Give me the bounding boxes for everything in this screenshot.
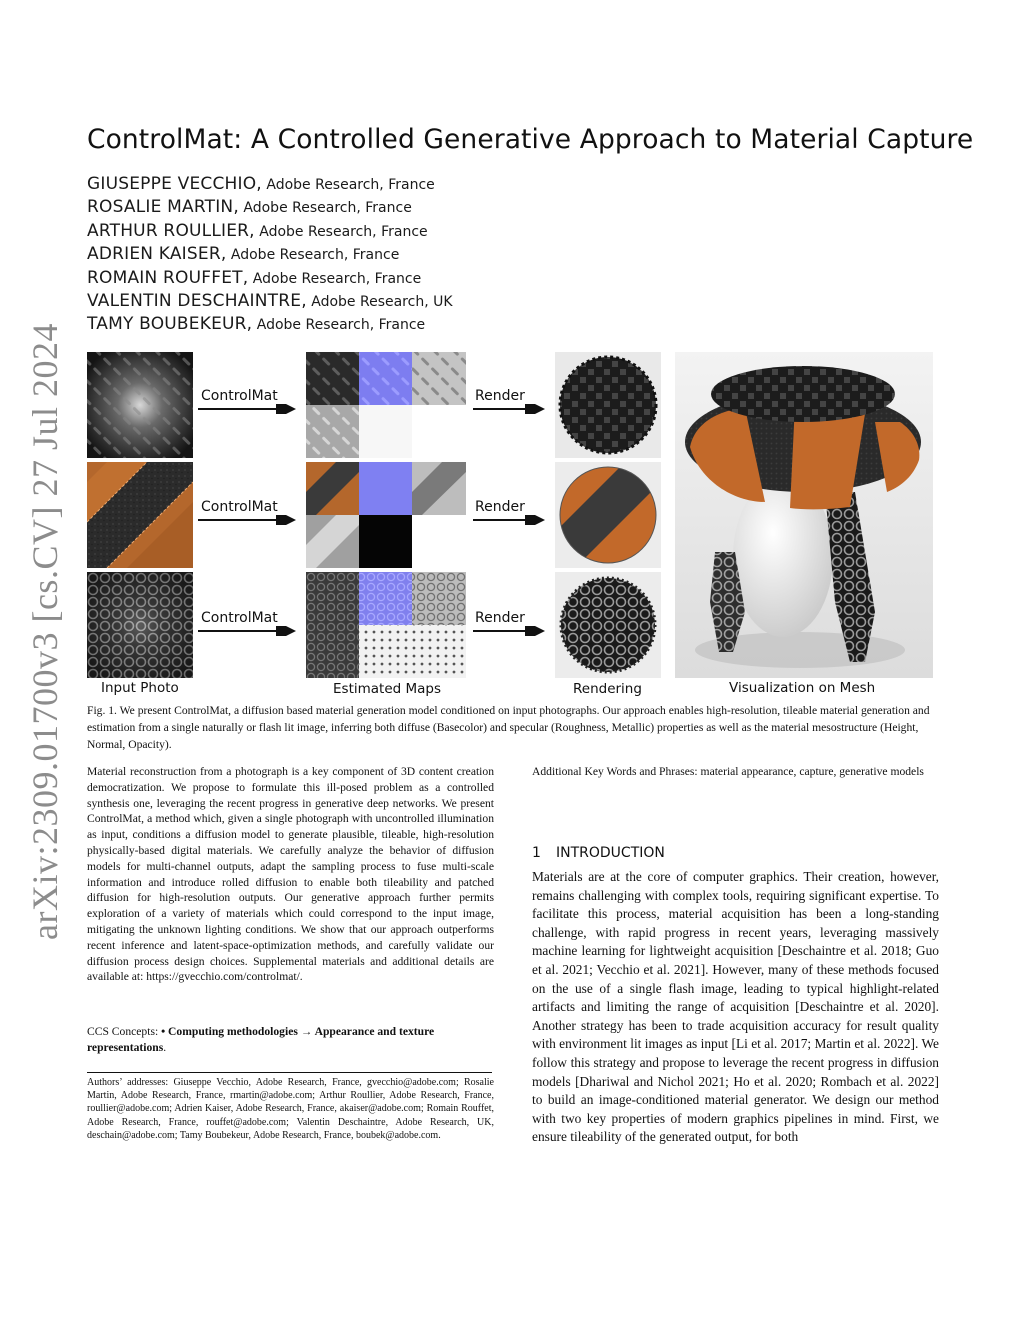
- author-entry: [87, 291, 453, 314]
- author-affiliation: Adobe Research, UK: [306, 293, 453, 310]
- author-name: ADRIEN KAISER,: [87, 244, 227, 265]
- arxiv-identifier: arXiv:2309.01700v3 [cs.CV] 27 Jul 2024: [25, 323, 65, 940]
- estimated-maps-leather: [306, 462, 466, 568]
- author-name: GIUSEPPE VECCHIO,: [87, 174, 262, 194]
- input-photo-chainmail: [87, 572, 193, 678]
- controlmat-label: ControlMat: [201, 499, 278, 515]
- keywords: Additional Key Words and Phrases: material appearance, capture, generative models: [532, 765, 924, 778]
- estimated-maps-chainmail: [306, 572, 466, 678]
- author-affiliation: Adobe Research, France: [261, 177, 435, 193]
- arrow-icon: [196, 626, 302, 636]
- arrow-icon: [471, 626, 549, 636]
- author-affiliation: Adobe Research, France: [252, 317, 426, 334]
- rendering-sphere-weave: [555, 352, 661, 458]
- section-title: INTRODUCTION: [556, 845, 665, 861]
- estimated-maps-diamond-plate: [306, 352, 466, 458]
- abstract: Material reconstruction from a photograph is a key component of 3D content creation democratization. We propose to formulate this ill-posed problem as a controlled synthesis one, leveraging the recent progress in generative deep networks. We present ControlMat, a method which, given a single photograph with uncontrolled illumination as input, conditions a diffusion model to generate plausible, tileable, high-resolution physically-based digital materials. We carefully analyze the behavior of diffusion models for multi-channel outputs, adapt the sampling process to fuse multi-scale information and introduce rolled diffusion to enable both tileability and patched diffusion for high-resolution outputs. Our generative approach further permits exploration of a variety of materials which could correspond to the input image, mitigating the unknown lighting conditions. We show that our approach outperforms recent inference and latent-space-optimization methods, and carefully validate our diffusion process design choices. Supplemental materials and additional details are available at: https://gvecchio.com/controlmat/.: [87, 765, 494, 984]
- caption-visualization-on-mesh: Visualization on Mesh: [729, 680, 876, 696]
- mesh-visualization: [675, 352, 933, 678]
- caption-input-photo: Input Photo: [101, 680, 179, 696]
- author-affiliation: Adobe Research, France: [248, 270, 422, 287]
- author-entry: [87, 221, 453, 244]
- arrow-icon: [471, 515, 549, 525]
- figure-caption: Fig. 1. We present ControlMat, a diffusion based material generation model conditioned on input photographs. Our approach enables high-resolution, tileable material generation and estimation from a single naturally or flash lit image, inferring both diffuse (Basecolor) and specular (Roughness, Metallic) properties as well as the material mesostructure (Height, Normal, Opacity).: [87, 704, 930, 751]
- authors-addresses: Authors’ addresses: Giuseppe Vecchio, Adobe Research, France, gvecchio@adobe.com; Rosalie Martin, Adobe Research, France, rmartin@adobe.com; Arthur Roullier, Adobe Research, France, roullier@adobe.com; Adrien Kaiser, Adobe Research, France, akaiser@adobe.com; Romain Rouffet, Adobe Research, France, rouffet@adobe.com; Valentin Deschaintre, Adobe Research, UK, deschain@adobe.com; Tamy Boubekeur, Adobe Research, France, boubek@adobe.com.: [87, 1077, 494, 1141]
- author-entry: [87, 314, 453, 337]
- rendering-sphere-chainmail: [555, 572, 661, 678]
- controlmat-label: ControlMat: [201, 610, 278, 626]
- arrow-icon: [471, 404, 549, 414]
- caption-rendering: Rendering: [573, 681, 642, 697]
- author-affiliation: Adobe Research, France: [254, 223, 428, 240]
- controlmat-label: ControlMat: [201, 388, 278, 404]
- rendering-sphere-leather: [555, 462, 661, 568]
- author-entry: [87, 174, 453, 197]
- author-affiliation: Adobe Research, France: [238, 200, 412, 217]
- section-heading: [532, 845, 665, 861]
- author-name: VALENTIN DESCHAINTRE,: [87, 290, 307, 311]
- author-entry: [87, 244, 453, 267]
- footnote-divider: [87, 1072, 492, 1073]
- section-number: 1: [532, 845, 541, 861]
- arrow-icon: [196, 515, 302, 525]
- input-photo-leather: [87, 462, 193, 568]
- ccs-concepts: [87, 1024, 494, 1056]
- author-list: [87, 174, 453, 338]
- author-name: ROMAIN ROUFFET,: [87, 267, 249, 288]
- arrow-icon: [196, 404, 302, 414]
- caption-estimated-maps: Estimated Maps: [333, 681, 442, 697]
- author-name: TAMY BOUBEKEUR,: [87, 314, 253, 335]
- ccs-bold: • Computing methodologies → Appearance and texture representations: [87, 1025, 435, 1054]
- author-name: ARTHUR ROULLIER,: [87, 220, 255, 241]
- ccs-prefix: CCS Concepts:: [87, 1025, 162, 1038]
- author-affiliation: Adobe Research, France: [226, 247, 400, 264]
- author-entry: [87, 268, 453, 291]
- render-label: Render: [475, 388, 525, 404]
- render-label: Render: [475, 499, 525, 515]
- input-photo-diamond-plate: [87, 352, 193, 458]
- author-entry: [87, 197, 453, 220]
- author-name: ROSALIE MARTIN,: [87, 197, 239, 218]
- ccs-suffix: .: [163, 1040, 167, 1054]
- paper-title: ControlMat: A Controlled Generative Approach to Material Capture: [87, 124, 974, 155]
- render-label: Render: [475, 610, 525, 626]
- introduction-body: Materials are at the core of computer graphics. Their creation, however, remains challenging with complex tools, requiring significant expertise. To facilitate this process, material acquisition has been a long-standing challenge, with rapid progress in recent years, leveraging massively machine learning for lightweight acquisition [Deschaintre et al. 2018; Guo et al. 2021; Vecchio et al. 2021]. However, many of these methods focused on the use of a single flash image, leading to typical highlight-related artifacts and limiting the range of acquisition [Deschaintre et al. 2020]. Another strategy has been to trade acquisition accuracy for result quality with environment lit images as input [Li et al. 2017; Martin et al. 2022]. We follow this strategy and propose to leverage the recent progress in diffusion models [Dhariwal and Nichol 2021; Ho et al. 2020; Rombach et al. 2022] to build an image-conditioned material generator. We design our method with two key properties of modern graphics pipelines in mind. First, we ensure tileability of the generated output, for both: [532, 869, 939, 1145]
